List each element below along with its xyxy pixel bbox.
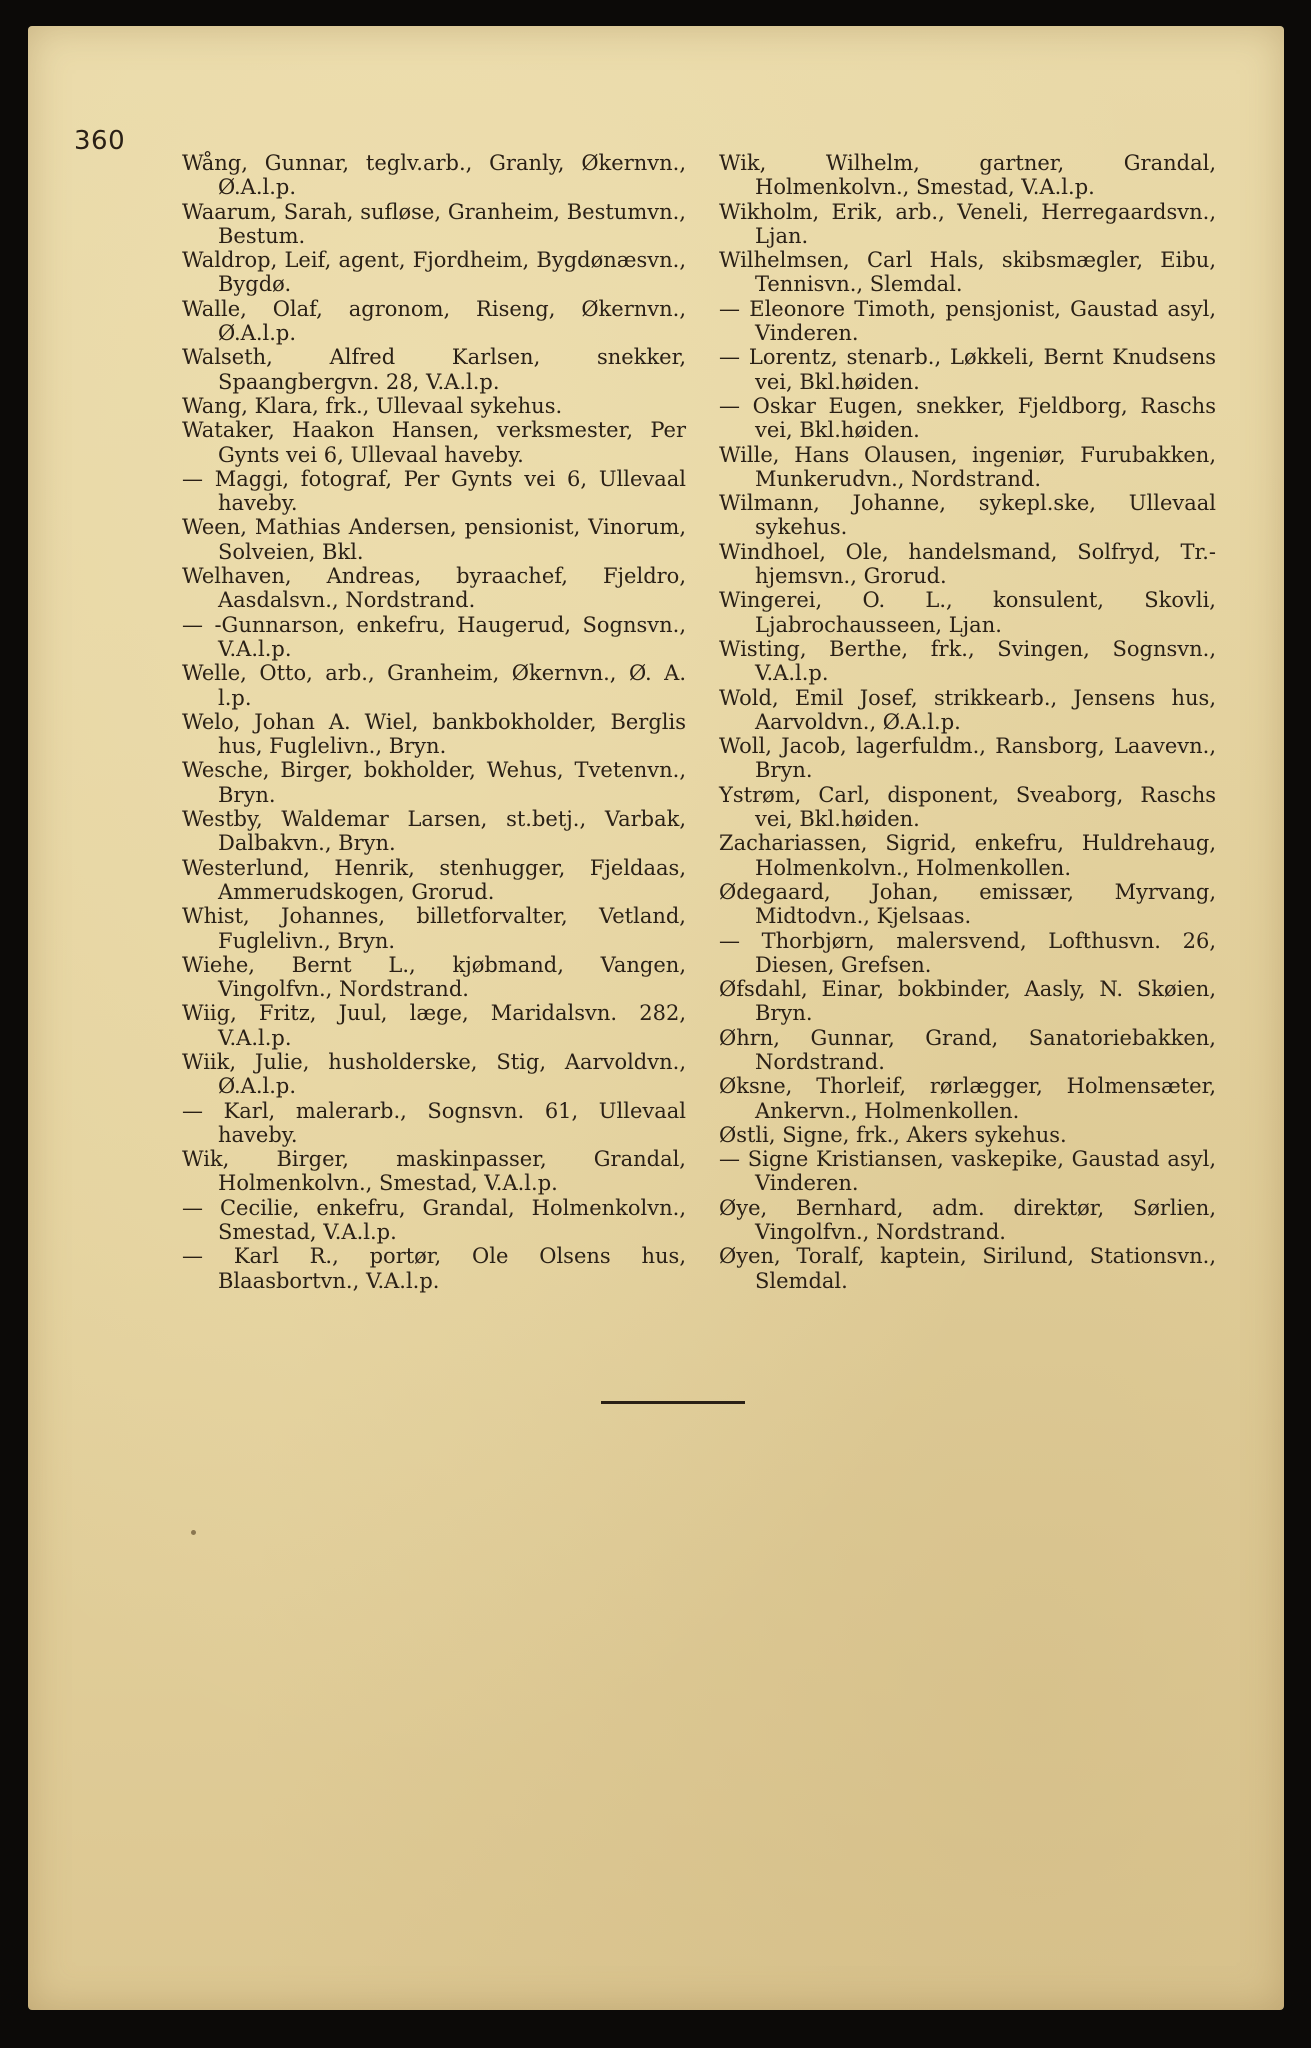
- directory-entry: — Maggi, fotograf, Per Gynts vei 6, Ullevaal haveby.: [182, 466, 686, 516]
- directory-entry: Wataker, Haakon Hansen, verksmester, Per Gynts vei 6, Ullevaal haveby.: [182, 418, 686, 467]
- directory-entry: Welo, Johan A. Wiel, bankbokholder, Berglis hus, Fuglelivn., Bryn.: [182, 709, 686, 759]
- directory-entry: Whist, Johannes, billetforvalter, Vetland, Fuglelivn., Bryn.: [182, 904, 686, 953]
- directory-entry: Wingerei, O. L., konsulent, Skovli, Ljabrochausseen, Ljan.: [719, 588, 1216, 637]
- page-number: 360: [74, 126, 126, 156]
- directory-entry: Wisting, Berthe, frk., Svingen, Sognsvn., V.A.l.p.: [719, 636, 1216, 686]
- directory-entry: Øfsdahl, Einar, bokbinder, Aasly, N. Skøien, Bryn.: [719, 977, 1216, 1026]
- directory-entry: Wikholm, Erik, arb., Veneli, Herregaardsvn., Ljan.: [719, 199, 1216, 248]
- directory-entry: Wang, Klara, frk., Ullevaal sykehus.: [182, 393, 563, 418]
- directory-entry: — Thorbjørn, malersvend, Lofthusvn. 26, Diesen, Grefsen.: [719, 928, 1216, 977]
- directory-entry: Waarum, Sarah, sufløse, Granheim, Bestumvn., Bestum.: [182, 199, 686, 248]
- directory-entry: Welle, Otto, arb., Granheim, Økernvn., Ø. A. l.p.: [182, 661, 686, 710]
- left-column: [182, 151, 686, 1293]
- directory-entry: Westerlund, Henrik, stenhugger, Fjeldaas, Ammerudskogen, Grorud.: [182, 855, 686, 904]
- directory-entry: Windhoel, Ole, handelsmand, Solfryd, Tr.-hjemsvn., Grorud.: [719, 539, 1216, 589]
- directory-entry: Ween, Mathias Andersen, pensionist, Vinorum, Solveien, Bkl.: [182, 515, 686, 564]
- directory-entry: Wiehe, Bernt L., kjøbmand, Vangen, Vingolfvn., Nordstrand.: [182, 952, 686, 1002]
- directory-entry: Wiik, Julie, husholderske, Stig, Aarvoldvn., Ø.A.l.p.: [182, 1049, 686, 1099]
- directory-entry: Wilmann, Johanne, sykepl.ske, Ullevaal sykehus.: [719, 491, 1216, 540]
- directory-entry: — Lorentz, stenarb., Løkkeli, Bernt Knudsens vei, Bkl.høiden.: [719, 345, 1216, 394]
- directory-entry: Wold, Emil Josef, strikkearb., Jensens hus, Aarvoldvn., Ø.A.l.p.: [719, 685, 1216, 734]
- directory-entry: Westby, Waldemar Larsen, st.betj., Varbak, Dalbakvn., Bryn.: [182, 807, 686, 856]
- paper-speck: [191, 1530, 196, 1535]
- directory-entry: Øyen, Toralf, kaptein, Sirilund, Stationsvn., Slemdal.: [719, 1244, 1216, 1293]
- directory-entry: Wiig, Fritz, Juul, læge, Maridalsvn. 282, V.A.l.p.: [182, 1001, 686, 1050]
- directory-entry: Wille, Hans Olausen, ingeniør, Furubakken, Munkerudvn., Nordstrand.: [719, 442, 1216, 491]
- directory-entry: Woll, Jacob, lagerfuldm., Ransborg, Laavevn., Bryn.: [719, 734, 1216, 783]
- directory-entry: Øhrn, Gunnar, Grand, Sanatoriebakken, Nordstrand.: [719, 1025, 1216, 1074]
- directory-entry: — -Gunnarson, enkefru, Haugerud, Sognsvn., V.A.l.p.: [182, 612, 686, 661]
- directory-entry: Wesche, Birger, bokholder, Wehus, Tvetenvn., Bryn.: [182, 758, 686, 807]
- directory-entry: Østli, Signe, frk., Akers sykehus.: [719, 1122, 1067, 1147]
- directory-entry: — Karl R., portør, Ole Olsens hus, Blaasbortvn., V.A.l.p.: [182, 1244, 686, 1293]
- directory-entry: Øksne, Thorleif, rørlægger, Holmensæter, Ankervn., Holmenkollen.: [719, 1074, 1216, 1123]
- directory-entry: Zachariassen, Sigrid, enkefru, Huldrehaug, Holmenkolvn., Holmenkollen.: [719, 831, 1216, 880]
- directory-entry: — Karl, malerarb., Sognsvn. 61, Ullevaal haveby.: [182, 1098, 686, 1147]
- directory-entry: Ødegaard, Johan, emissær, Myrvang, Midtodvn., Kjelsaas.: [719, 879, 1216, 929]
- directory-entry: Ystrøm, Carl, disponent, Sveaborg, Raschs vei, Bkl.høiden.: [719, 782, 1216, 832]
- directory-entry: — Oskar Eugen, snekker, Fjeldborg, Raschs vei, Bkl.høiden.: [719, 393, 1216, 443]
- directory-entry: Welhaven, Andreas, byraachef, Fjeldro, Aasdalsvn., Nordstrand.: [182, 564, 686, 613]
- right-column: [719, 151, 1216, 1293]
- directory-entry: — Eleonore Timoth, pensjonist, Gaustad asyl, Vinderen.: [719, 296, 1216, 346]
- directory-entry: Wilhelmsen, Carl Hals, skibsmægler, Eibu, Tennisvn., Slemdal.: [719, 248, 1216, 297]
- directory-entry: Wik, Wilhelm, gartner, Grandal, Holmenkolvn., Smestad, V.A.l.p.: [719, 151, 1216, 200]
- directory-page: [28, 26, 1284, 2010]
- directory-entry: — Signe Kristiansen, vaskepike, Gaustad asyl, Vinderen.: [719, 1147, 1216, 1196]
- directory-entry: Wång, Gunnar, teglv.arb., Granly, Økernvn., Ø.A.l.p.: [182, 151, 686, 200]
- directory-entry: Øye, Bernhard, adm. direktør, Sørlien, Vingolfvn., Nordstrand.: [719, 1195, 1216, 1245]
- directory-entry: — Cecilie, enkefru, Grandal, Holmenkolvn., Smestad, V.A.l.p.: [182, 1195, 686, 1245]
- end-rule: [601, 1401, 745, 1404]
- directory-entry: Walseth, Alfred Karlsen, snekker, Spaangbergvn. 28, V.A.l.p.: [182, 345, 686, 394]
- directory-entry: Wik, Birger, maskinpasser, Grandal, Holmenkolvn., Smestad, V.A.l.p.: [182, 1147, 686, 1196]
- directory-entry: Waldrop, Leif, agent, Fjordheim, Bygdønæsvn., Bygdø.: [182, 248, 686, 297]
- directory-entry: Walle, Olaf, agronom, Riseng, Økernvn., Ø.A.l.p.: [182, 296, 686, 346]
